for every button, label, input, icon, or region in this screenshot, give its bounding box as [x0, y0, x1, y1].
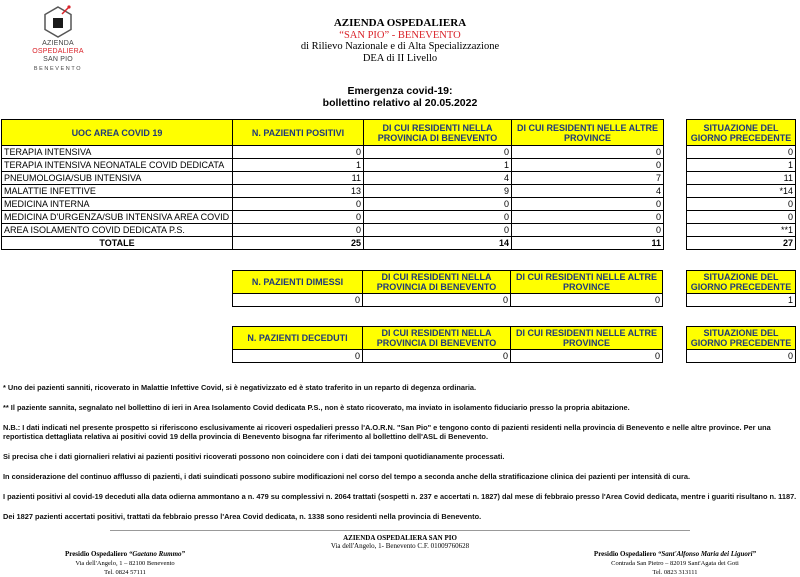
- note-3: N.B.: I dati indicati nel presente prospetto si riferiscono esclusivamente ai ricoveri ospedalieri presso l'A.O.R.N. "San Pio" e tengono conto di pazienti residenti nella provincia di Benevento e nelle altre province. Per una reportistica dettagliata relativa ai positivi covid 19 della provincia di Benevento bisogna far riferimento al bollettino dell'ASL di Benevento.: [3, 423, 771, 441]
- deceased-table: [232, 326, 663, 363]
- table-row: [2, 211, 664, 224]
- hospital-logo-icon: [40, 4, 76, 40]
- logo-line-4: BENEVENTO: [33, 66, 83, 72]
- footer-right-title: Presidio Ospedaliero: [593, 550, 657, 558]
- logo-line-1: AZIENDA: [42, 40, 74, 47]
- dimessi-altre: 0: [511, 294, 663, 307]
- row-positivi: 0: [233, 198, 364, 211]
- footer-left-address: Via dell'Angelo, 1 – 82100 Benevento: [75, 560, 175, 567]
- notes: [3, 383, 798, 532]
- row-bn: 0: [364, 198, 512, 211]
- row-altre: 0: [512, 159, 664, 172]
- row-label: MEDICINA INTERNA: [2, 198, 233, 211]
- row-altre: 0: [512, 211, 664, 224]
- header-situazione: SITUAZIONE DEL GIORNO PRECEDENTE: [687, 327, 796, 350]
- row-bn: 4: [364, 172, 512, 185]
- total-altre: 11: [512, 237, 664, 250]
- row-label: AREA ISOLAMENTO COVID DEDICATA P.S.: [2, 224, 233, 237]
- note-7: Dei 1827 pazienti accertati positivi, trattati da febbraio presso l'Area Covid dedicata, n. 1338 sono residenti nella provincia di Benevento.: [3, 512, 482, 521]
- previous-value: 0: [687, 146, 796, 159]
- row-label: PNEUMOLOGIA/SUB INTENSIVA: [2, 172, 233, 185]
- footer-right: [560, 550, 790, 577]
- note-2: ** Il paziente sannita, segnalato nel bollettino di ieri in Area Isolamento Covid dedicata P.S., non è stato ricoverato, ma inviato in isolamento fiduciario presso la propria abitazione.: [3, 403, 630, 412]
- table-row: [233, 294, 663, 307]
- row-bn: 0: [364, 224, 512, 237]
- discharged-table: [232, 270, 663, 307]
- row-positivi: 1: [233, 159, 364, 172]
- footer-right-name: “Sant'Alfonso Maria dei Liguori”: [657, 550, 757, 558]
- footer-center-title: AZIENDA OSPEDALIERA SAN PIO: [343, 534, 457, 542]
- row-altre: 7: [512, 172, 664, 185]
- footer-left-title: Presidio Ospedaliero: [64, 550, 128, 558]
- footer-right-tel: Tel. 0823 313111: [652, 569, 698, 576]
- header-situazione: SITUAZIONE DEL GIORNO PRECEDENTE: [687, 271, 796, 294]
- previous-value: *14: [687, 185, 796, 198]
- previous-value: 0: [687, 211, 796, 224]
- row-altre: 0: [512, 198, 664, 211]
- table-row: [2, 172, 664, 185]
- bulletin-title-line-2: bollettino relativo al 20.05.2022: [322, 96, 478, 109]
- note-1: * Uno dei pazienti sanniti, ricoverato in Malattie Infettive Covid, si è negativizzato ed è stato traferito in un reparto di degenza ordinaria.: [3, 383, 477, 392]
- row-label: MALATTIE INFETTIVE: [2, 185, 233, 198]
- previous-value: 11: [687, 172, 796, 185]
- letterhead-title: AZIENDA OSPEDALIERA: [333, 17, 467, 29]
- footer-left-name: “Gaetano Rummo”: [128, 550, 186, 558]
- header-residenti-altre: DI CUI RESIDENTI NELLE ALTRE PROVINCE: [512, 120, 664, 146]
- footer-center-address: Via dell'Angelo, 1- Benevento C.F. 01009760628: [330, 542, 470, 550]
- row-positivi: 0: [233, 146, 364, 159]
- total-label: TOTALE: [2, 237, 233, 250]
- positive-patients-table: [1, 119, 664, 250]
- table-row: [2, 224, 664, 237]
- letterhead-subtitle: “SAN PIO” - BENEVENTO: [339, 29, 461, 41]
- previous-day-table-2: [686, 270, 796, 307]
- row-altre: 0: [512, 146, 664, 159]
- header-positivi: N. PAZIENTI POSITIVI: [233, 120, 364, 146]
- header-situazione: SITUAZIONE DEL GIORNO PRECEDENTE: [687, 120, 796, 146]
- row-altre: 0: [512, 224, 664, 237]
- previous-value: 0: [687, 198, 796, 211]
- row-bn: 1: [364, 159, 512, 172]
- row-bn: 0: [364, 211, 512, 224]
- table-row: [2, 146, 664, 159]
- row-altre: 4: [512, 185, 664, 198]
- logo-line-2: OSPEDALIERA: [32, 48, 84, 55]
- previous-value: **1: [687, 224, 796, 237]
- footer-left-tel: Tel. 0824 57111: [104, 569, 146, 576]
- header-dimessi: N. PAZIENTI DIMESSI: [233, 271, 363, 294]
- footer-center: [250, 534, 550, 550]
- note-6: I pazienti positivi al covid-19 deceduti alla data odierna ammontano a n. 479 su complessivi n. 2064 trattati (sospetti n. 237 e accertati n. 1827) dal mese di febbraio presso l'Area Covid dedicata, mentre i guariti risultano n. 1187.: [3, 492, 797, 501]
- previous-total: 27: [687, 237, 796, 250]
- row-positivi: 13: [233, 185, 364, 198]
- table-row: [2, 185, 664, 198]
- total-bn: 14: [364, 237, 512, 250]
- row-bn: 0: [364, 146, 512, 159]
- bulletin-title: [250, 86, 550, 109]
- row-label: MEDICINA D'URGENZA/SUB INTENSIVA AREA COVID: [2, 211, 233, 224]
- row-bn: 9: [364, 185, 512, 198]
- header-residenti-bn: DI CUI RESIDENTI NELLA PROVINCIA DI BENEVENTO: [363, 271, 511, 294]
- table-row: [2, 198, 664, 211]
- previous-value: 1: [687, 294, 796, 307]
- deceduti-altre: 0: [511, 350, 663, 363]
- header-residenti-bn: DI CUI RESIDENTI NELLA PROVINCIA DI BENEVENTO: [363, 327, 511, 350]
- row-positivi: 0: [233, 224, 364, 237]
- header-residenti-bn: DI CUI RESIDENTI NELLA PROVINCIA DI BENEVENTO: [364, 120, 512, 146]
- table-row: [233, 350, 663, 363]
- total-positivi: 25: [233, 237, 364, 250]
- footer-right-address: Contrada San Pietro – 82019 Sant'Agata dei Goti: [611, 560, 739, 567]
- header-residenti-altre: DI CUI RESIDENTI NELLE ALTRE PROVINCE: [511, 327, 663, 350]
- row-positivi: 0: [233, 211, 364, 224]
- logo-line-3: SAN PIO: [43, 56, 73, 63]
- previous-day-table-1: [686, 119, 796, 250]
- note-4: Si precisa che i dati giornalieri relativi ai pazienti positivi ricoverati possono non coincidere con i dati dei tamponi quotidianamente processati.: [3, 452, 505, 461]
- dimessi-bn: 0: [363, 294, 511, 307]
- row-label: TERAPIA INTENSIVA: [2, 146, 233, 159]
- previous-day-table-3: [686, 326, 796, 363]
- previous-value: 0: [687, 350, 796, 363]
- row-label: TERAPIA INTENSIVA NEONATALE COVID DEDICATA: [2, 159, 233, 172]
- logo: [22, 4, 94, 72]
- dimessi-value: 0: [233, 294, 363, 307]
- deceduti-value: 0: [233, 350, 363, 363]
- header-residenti-altre: DI CUI RESIDENTI NELLE ALTRE PROVINCE: [511, 271, 663, 294]
- header-deceduti: N. PAZIENTI DECEDUTI: [233, 327, 363, 350]
- header-uoc: UOC AREA COVID 19: [2, 120, 233, 146]
- row-positivi: 11: [233, 172, 364, 185]
- deceduti-bn: 0: [363, 350, 511, 363]
- bulletin-title-line-1: Emergenza covid-19:: [347, 85, 453, 97]
- footer-divider: [110, 530, 690, 531]
- letterhead-line-3: di Rilievo Nazionale e di Alta Specializzazione: [300, 41, 500, 52]
- previous-value: 1: [687, 159, 796, 172]
- table-row: [2, 159, 664, 172]
- footer-left: [40, 550, 210, 577]
- total-row: [2, 237, 664, 250]
- note-5: In considerazione del continuo afflusso di pazienti, i dati suindicati possono subire modificazioni nel corso del tempo a seconda anche della stratificazione clinica dei pazienti per intensità di cura.: [3, 472, 691, 481]
- letterhead-line-4: DEA di II Livello: [362, 52, 438, 64]
- letterhead: [250, 18, 550, 64]
